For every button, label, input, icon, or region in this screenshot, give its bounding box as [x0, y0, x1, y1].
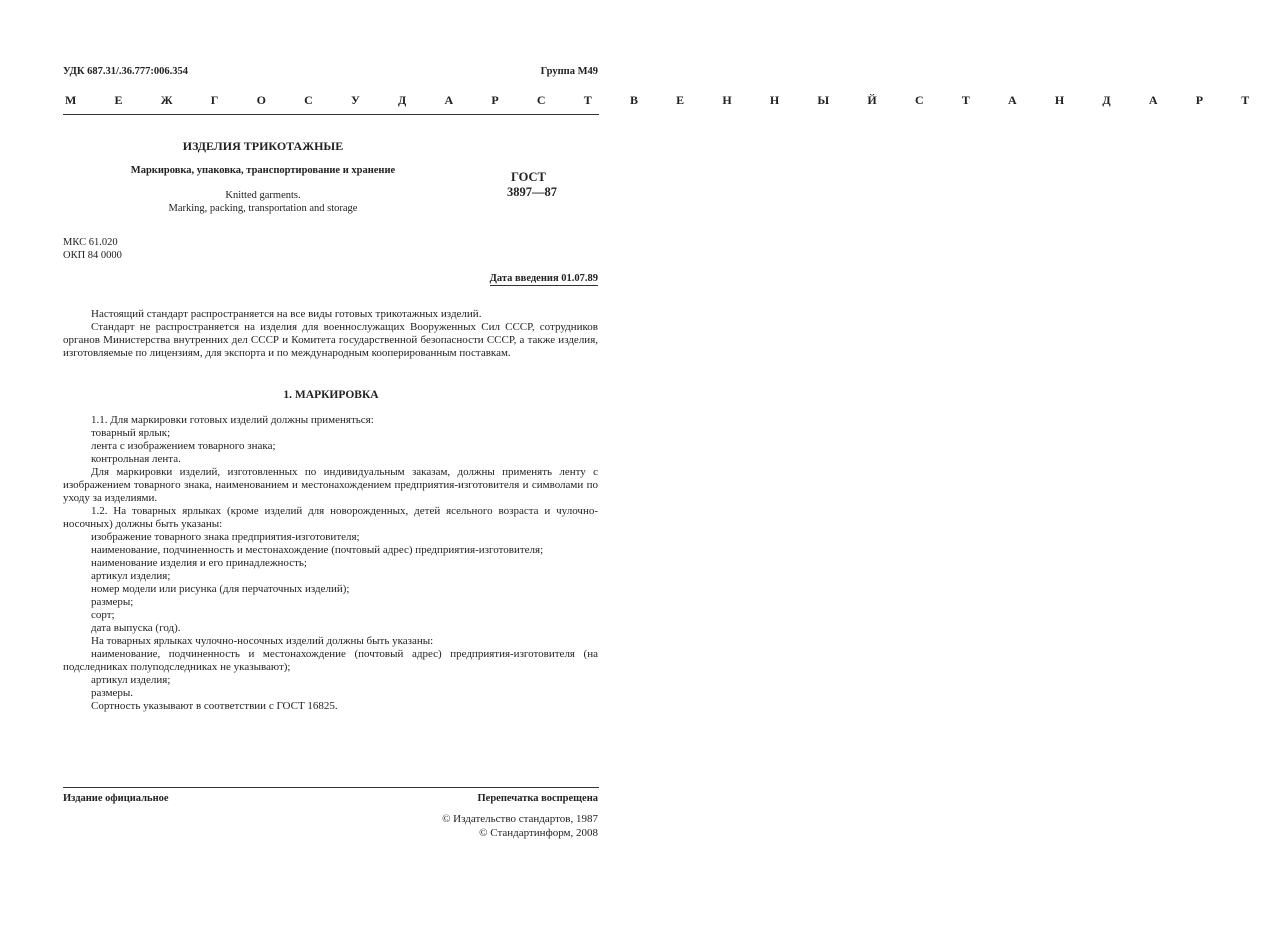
- section-body: [63, 414, 598, 713]
- udk-code: УДК 687.31/.36.777:006.354: [63, 66, 189, 77]
- document-title: ИЗДЕЛИЯ ТРИКОТАЖНЫЕ: [182, 139, 344, 153]
- official-edition-note: Издание официальное: [63, 793, 169, 804]
- intro-paragraph: Стандарт не распространяется на изделия для военнослужащих Вооруженных Сил СССР, сотрудников органов Министерства внутренних дел СССР и Комитета государственной безопасности СССР, а также изделия, изготовляемые по лицензиям, для экспорта и по международным кооперированным поставкам.: [63, 321, 598, 359]
- copyright-line-2: © Стандартинформ, 2008: [479, 827, 598, 839]
- group-code: Группа М49: [540, 66, 598, 77]
- document-subtitle: Маркировка, упаковка, транспортирование и хранение: [130, 165, 396, 176]
- intro-date: Дата введения 01.07.89: [489, 273, 598, 284]
- english-title-line1: Knitted garments.: [225, 190, 301, 201]
- section-line: сорт;: [91, 609, 115, 621]
- section-line: Для маркировки изделий, изготовленных по индивидуальным заказам, должны применять ленту с изображением товарного знака, наименованием и местонахождением предприятия-изготовителя и символами по уходу за изделиями.: [63, 466, 598, 504]
- section-line: 1.1. Для маркировки готовых изделий должны применяться:: [91, 414, 374, 426]
- reprint-prohibited-note: Перепечатка воспрещена: [477, 793, 598, 804]
- section-line: номер модели или рисунка (для перчаточных изделий);: [91, 583, 350, 595]
- section-line: артикул изделия;: [91, 570, 171, 582]
- mks-code: МКС 61.020: [63, 237, 118, 248]
- gost-label: ГОСТ: [511, 170, 546, 184]
- standard-type-heading: М Е Ж Г О С У Д А Р С Т В Е Н Н Ы Й С Т А Н Д А Р Т: [65, 93, 1267, 107]
- okp-code: ОКП 84 0000: [63, 250, 122, 261]
- gost-number: 3897—87: [507, 185, 557, 199]
- section-line: дата выпуска (год).: [91, 622, 181, 634]
- header-divider: [63, 114, 599, 115]
- english-title-line2: Marking, packing, transportation and storage: [168, 203, 358, 214]
- section-line: изображение товарного знака предприятия-изготовителя;: [91, 531, 360, 543]
- section-line: товарный ярлык;: [91, 427, 171, 439]
- section-line: артикул изделия;: [91, 674, 171, 686]
- section-line: лента с изображением товарного знака;: [91, 440, 276, 452]
- section-line: наименование изделия и его принадлежность;: [91, 557, 307, 569]
- intro-paragraph: Настоящий стандарт распространяется на все виды готовых трикотажных изделий.: [91, 308, 482, 320]
- intro-text: [63, 308, 598, 360]
- section-heading: 1. МАРКИРОВКА: [283, 389, 379, 401]
- section-line: На товарных ярлыках чулочно-носочных изделий должны быть указаны:: [91, 635, 434, 647]
- section-line: контрольная лента.: [91, 453, 181, 465]
- section-line: размеры.: [91, 687, 134, 699]
- section-line: наименование, подчиненность и местонахождение (почтовый адрес) предприятия-изготовителя;: [91, 544, 544, 556]
- copyright-line-1: © Издательство стандартов, 1987: [442, 813, 598, 825]
- section-line: размеры;: [91, 596, 134, 608]
- section-line: 1.2. На товарных ярлыках (кроме изделий для новорожденных, детей ясельного возраста и чулочно-носочных) должны быть указаны:: [63, 505, 598, 530]
- section-line: Сортность указывают в соответствии с ГОСТ 16825.: [91, 700, 338, 712]
- section-line: наименование, подчиненность и местонахождение (почтовый адрес) предприятия-изготовителя (на подследниках полуподследниках не указывают);: [63, 648, 598, 673]
- footer-divider: [63, 787, 599, 788]
